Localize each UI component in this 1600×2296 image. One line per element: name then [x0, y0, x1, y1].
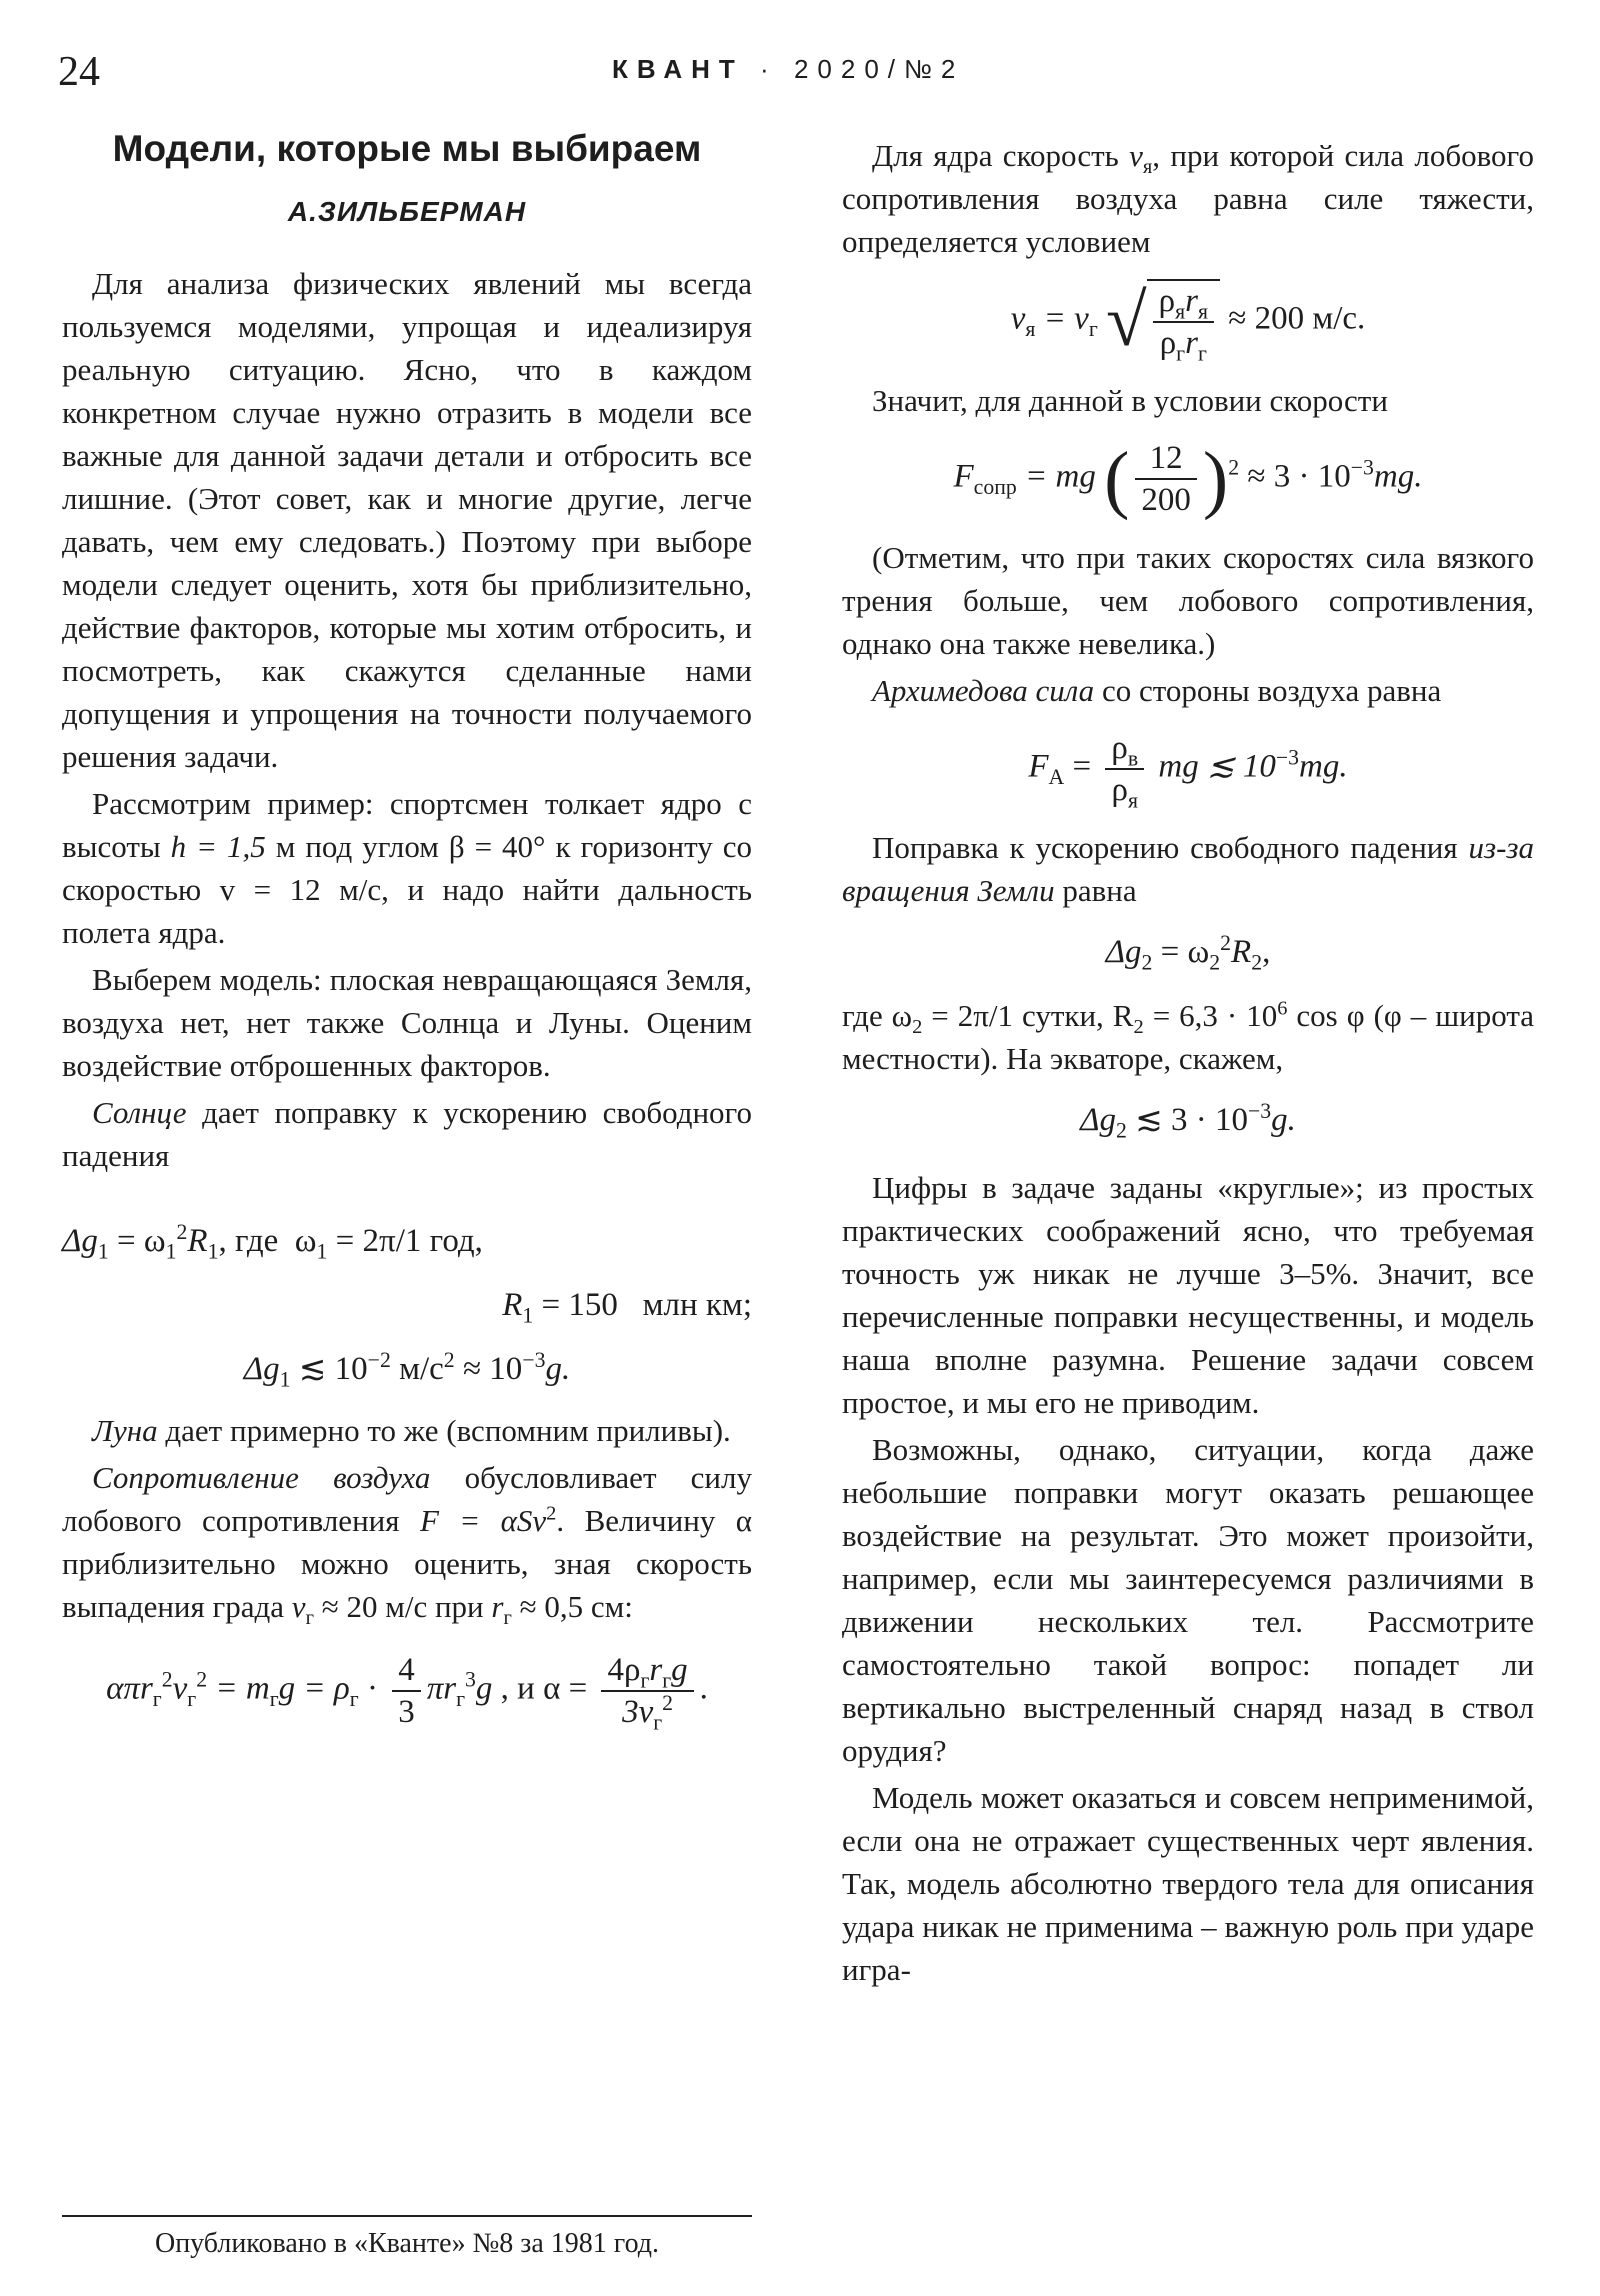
paragraph: Цифры в задаче заданы «круглые»; из простых практических соображений ясно, что требуемая точность уж никак не лучше 3–5%. Значит, все перечисленные поправки несущественны, и модель наша вполне разумна. Решение задачи совсем простое, и мы его не приводим.	[842, 1170, 1534, 1420]
paragraph: Выберем модель: плоская невращающаяся Земля, воздуха нет, нет также Солнца и Луны. Оценим воздействие отброшенных факторов.	[62, 962, 752, 1083]
paragraph: Значит, для данной в условии скорости	[872, 383, 1388, 418]
issue-number: 2020/№2	[793, 54, 965, 84]
paragraph: Сопротивление воздуха обусловливает силу лобового сопротивления F = αSv$^2$. Величину α приблизительно можно оценить, зная скорость выпадения града $v_г \approx 20$ м/с при $r_г \approx 0,5$ см:	[62, 1460, 752, 1630]
header-separator: ·	[760, 54, 778, 84]
formula-rotation: $\Delta g_2 = \omega_2^2R_2$,	[1105, 931, 1271, 975]
paragraph: Возможны, однако, ситуации, когда даже небольшие поправки могут оказать решающее воздействие на результат. Это может произойти, например, если мы заинтересуемся различиями в движении нескольких тел. Рассмотрите самостоятельно такой вопрос: попадет ли вертикально выстреленный снаряд назад в ствол орудия?	[842, 1432, 1534, 1768]
page-number: 24	[58, 49, 100, 95]
paragraph: Для ядра скорость $v_я$, при которой сила лобового сопротивления воздуха равна силе тяжести, определяется условием	[842, 138, 1534, 259]
formula-equator: $\Delta g_2$ ≲ $3 \cdot 10^{-3}g$.	[1080, 1099, 1296, 1143]
paragraph: Модель может оказаться и совсем неприменимой, если она не отражает существенных черт явления. Так, модель абсолютно твердого тела для описания удара никак не применима – важную роль при ударе игра-	[842, 1780, 1534, 1987]
left-column	[62, 118, 752, 1748]
square-root: √ $\frac{\rho_яr_я}{\rho_гr_г}$	[1106, 279, 1220, 363]
fraction: $\frac{4}{3}$	[392, 1650, 421, 1732]
paragraph: Архимедова сила со стороны воздуха равна	[872, 673, 1442, 708]
paragraph: Для анализа физических явлений мы всегда пользуемся моделями, упрощая и идеализируя реальную ситуацию. Ясно, что в каждом конкретном случае нужно отразить в модели все важные для данной задачи детали и отбросить все лишние. (Этот совет, как и многие другие, легче давать, чем ему следовать.) Поэтому при выборе модели следует оценить, хотя бы приблизительно, действие факторов, которые мы хотим отбросить, и посмотреть, как скажутся сделанные нами допущения и упрощения на точности получаемого решения задачи.	[62, 266, 752, 774]
article-author: А.ЗИЛЬБЕРМАН	[287, 196, 527, 227]
formula-sun: $\Delta g_1 = \omega_1^2R_1$, где $\omega_1 = 2\pi/1$ год,	[62, 1220, 483, 1264]
formula-drag-force: $F_{сопр}$ = mg ( $\frac{12}{200}$ )$^2 \approx 3 \cdot 10^{-3}mg$.	[953, 437, 1423, 521]
paragraph: Поправка к ускорению свободного падения из-за вращения Земли равна	[842, 830, 1534, 908]
paragraph: Рассмотрим пример: спортсмен толкает ядро с высоты h = 1,5 м под углом β = 40° к горизонту со скоростью v = 12 м/с, и надо найти дальность полета ядра.	[62, 786, 753, 950]
formula-terminal-velocity: $v_я = v_г$ √ $\frac{\rho_яr_я}{\rho_гr_г}$ ≈ 200 м/с.	[1010, 280, 1366, 366]
paragraph: где $\omega_2 = 2\pi/1$ сутки, $R_2 = 6,3 \cdot 10^6$ cos φ (φ – широта местности). На экваторе, скажем,	[842, 997, 1535, 1076]
page-header	[58, 48, 1542, 98]
right-column	[842, 118, 1534, 1991]
paragraph: (Отметим, что при таких скоростях сила вязкого трения больше, чем лобового сопротивления, однако она также невелика.)	[842, 540, 1534, 661]
article-title: Модели, которые мы выбираем	[112, 128, 702, 169]
footnote: Опубликовано в «Кванте» №8 за 1981 год.	[154, 2228, 660, 2259]
paragraph: Солнце дает поправку к ускорению свободного падения	[62, 1095, 752, 1173]
formula-sun-distance: $R_1 = 150$ млн км;	[502, 1287, 752, 1328]
fraction: $\frac{4\rho_гr_гg}{3v_г^2}$	[601, 1650, 693, 1732]
paragraph: Луна дает примерно то же (вспомним приливы).	[92, 1413, 731, 1448]
formula-archimedes: $F_А$ = $\frac{\rho_в}{\rho_я}$ mg ≲ $10^{-3}mg$.	[1028, 730, 1348, 813]
journal-name: КВАНТ	[612, 54, 744, 84]
formula-sun-estimate: $\Delta g_1$ ≲ $10^{-2}$ $м/с^2 \approx 10^{-3}g$.	[243, 1348, 571, 1392]
journal-title	[612, 54, 964, 85]
formula-hail: $\alpha\pi r_г^2v_г^2 = m_гg = \rho_г$ · $\frac{4}{3}$ $\pi r_г^3g$ , и α = $\frac{4\rho_гr_гg}{3v_г^2}$ .	[106, 1652, 708, 1735]
footnote-divider	[62, 2215, 752, 2217]
